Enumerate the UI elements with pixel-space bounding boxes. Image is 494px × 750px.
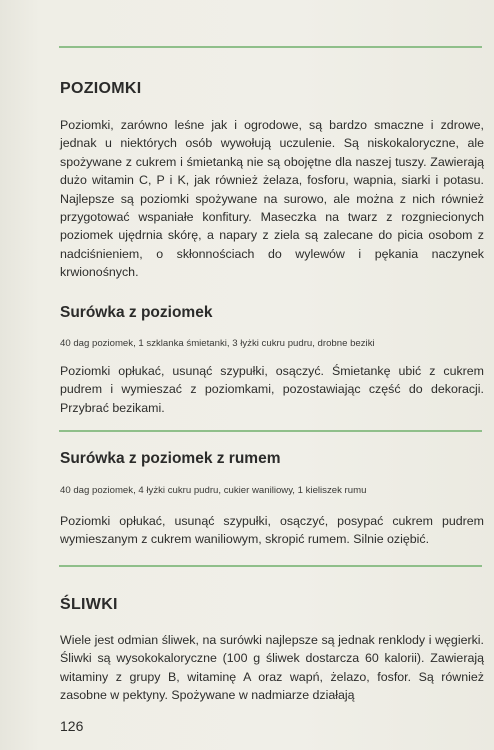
section-title-poziomki: POZIOMKI <box>60 80 142 97</box>
recipe-instructions-surowka-z-poziomek: Poziomki opłukać, usunąć szypułki, osączyć. Śmietankę ubić z cukrem pudrem i wymieszać z poziomkami, pozostawiając część do dekoracji. Przybrać bezikami. <box>60 364 484 415</box>
section-rule <box>59 46 482 48</box>
section-title-sliwki: ŚLIWKI <box>60 596 118 613</box>
section-text-poziomki: Poziomki, zarówno leśne jak i ogrodowe, są bardzo smaczne i zdrowe, jednak u niektórych osób wywołują uczulenie. Są niskokaloryczne, ale spożywane z cukrem i śmietanką nie są obojętne dla naszej tuszy. Zawierają dużo witamin C, P i K, jak również żelaza, fosforu, wapnia, siarki i potasu. Najlepsze są poziomki spożywane na surowo, ale można z nich również przygotować wspaniałe konfitury. Maseczka na twarz z rozgniecionych poziomek ujędrnia skórę, a napary z ziela są zalecane do picia osobom z nadciśnieniem, o skłonnościach do wylewów i pękania naczynek krwionośnych. <box>60 118 484 280</box>
section-rule <box>59 430 482 432</box>
recipe-instructions-surowka-z-poziomek-z-rumem: Poziomki opłukać, usunąć szypułki, osączyć, posypać cukrem pudrem wymieszanym z cukrem waniliowym, skropić rumem. Silnie oziębić. <box>60 514 484 547</box>
recipe-ingredients-surowka-z-poziomek-z-rumem: 40 dag poziomek, 4 łyżki cukru pudru, cukier waniliowy, 1 kieliszek rumu <box>60 485 367 496</box>
recipe-ingredients-surowka-z-poziomek: 40 dag poziomek, 1 szklanka śmietanki, 3 łyżki cukru pudru, drobne beziki <box>60 338 375 349</box>
recipe-title-surowka-z-poziomek: Surówka z poziomek <box>60 304 213 321</box>
section-text-sliwki: Wiele jest odmian śliwek, na surówki najlepsze są jednak renklody i węgierki. Śliwki są wysokokaloryczne (100 g śliwek dostarcza 60 kalorii). Zawierają witaminy z grupy B, witaminę A oraz wapń, żelazo, fosfor. Są również zasobne w pektyny. Spożywane w nadmiarze działają <box>60 633 484 703</box>
section-rule <box>59 565 482 567</box>
page-number: 126 <box>60 718 84 734</box>
recipe-title-surowka-z-poziomek-z-rumem: Surówka z poziomek z rumem <box>60 450 281 467</box>
